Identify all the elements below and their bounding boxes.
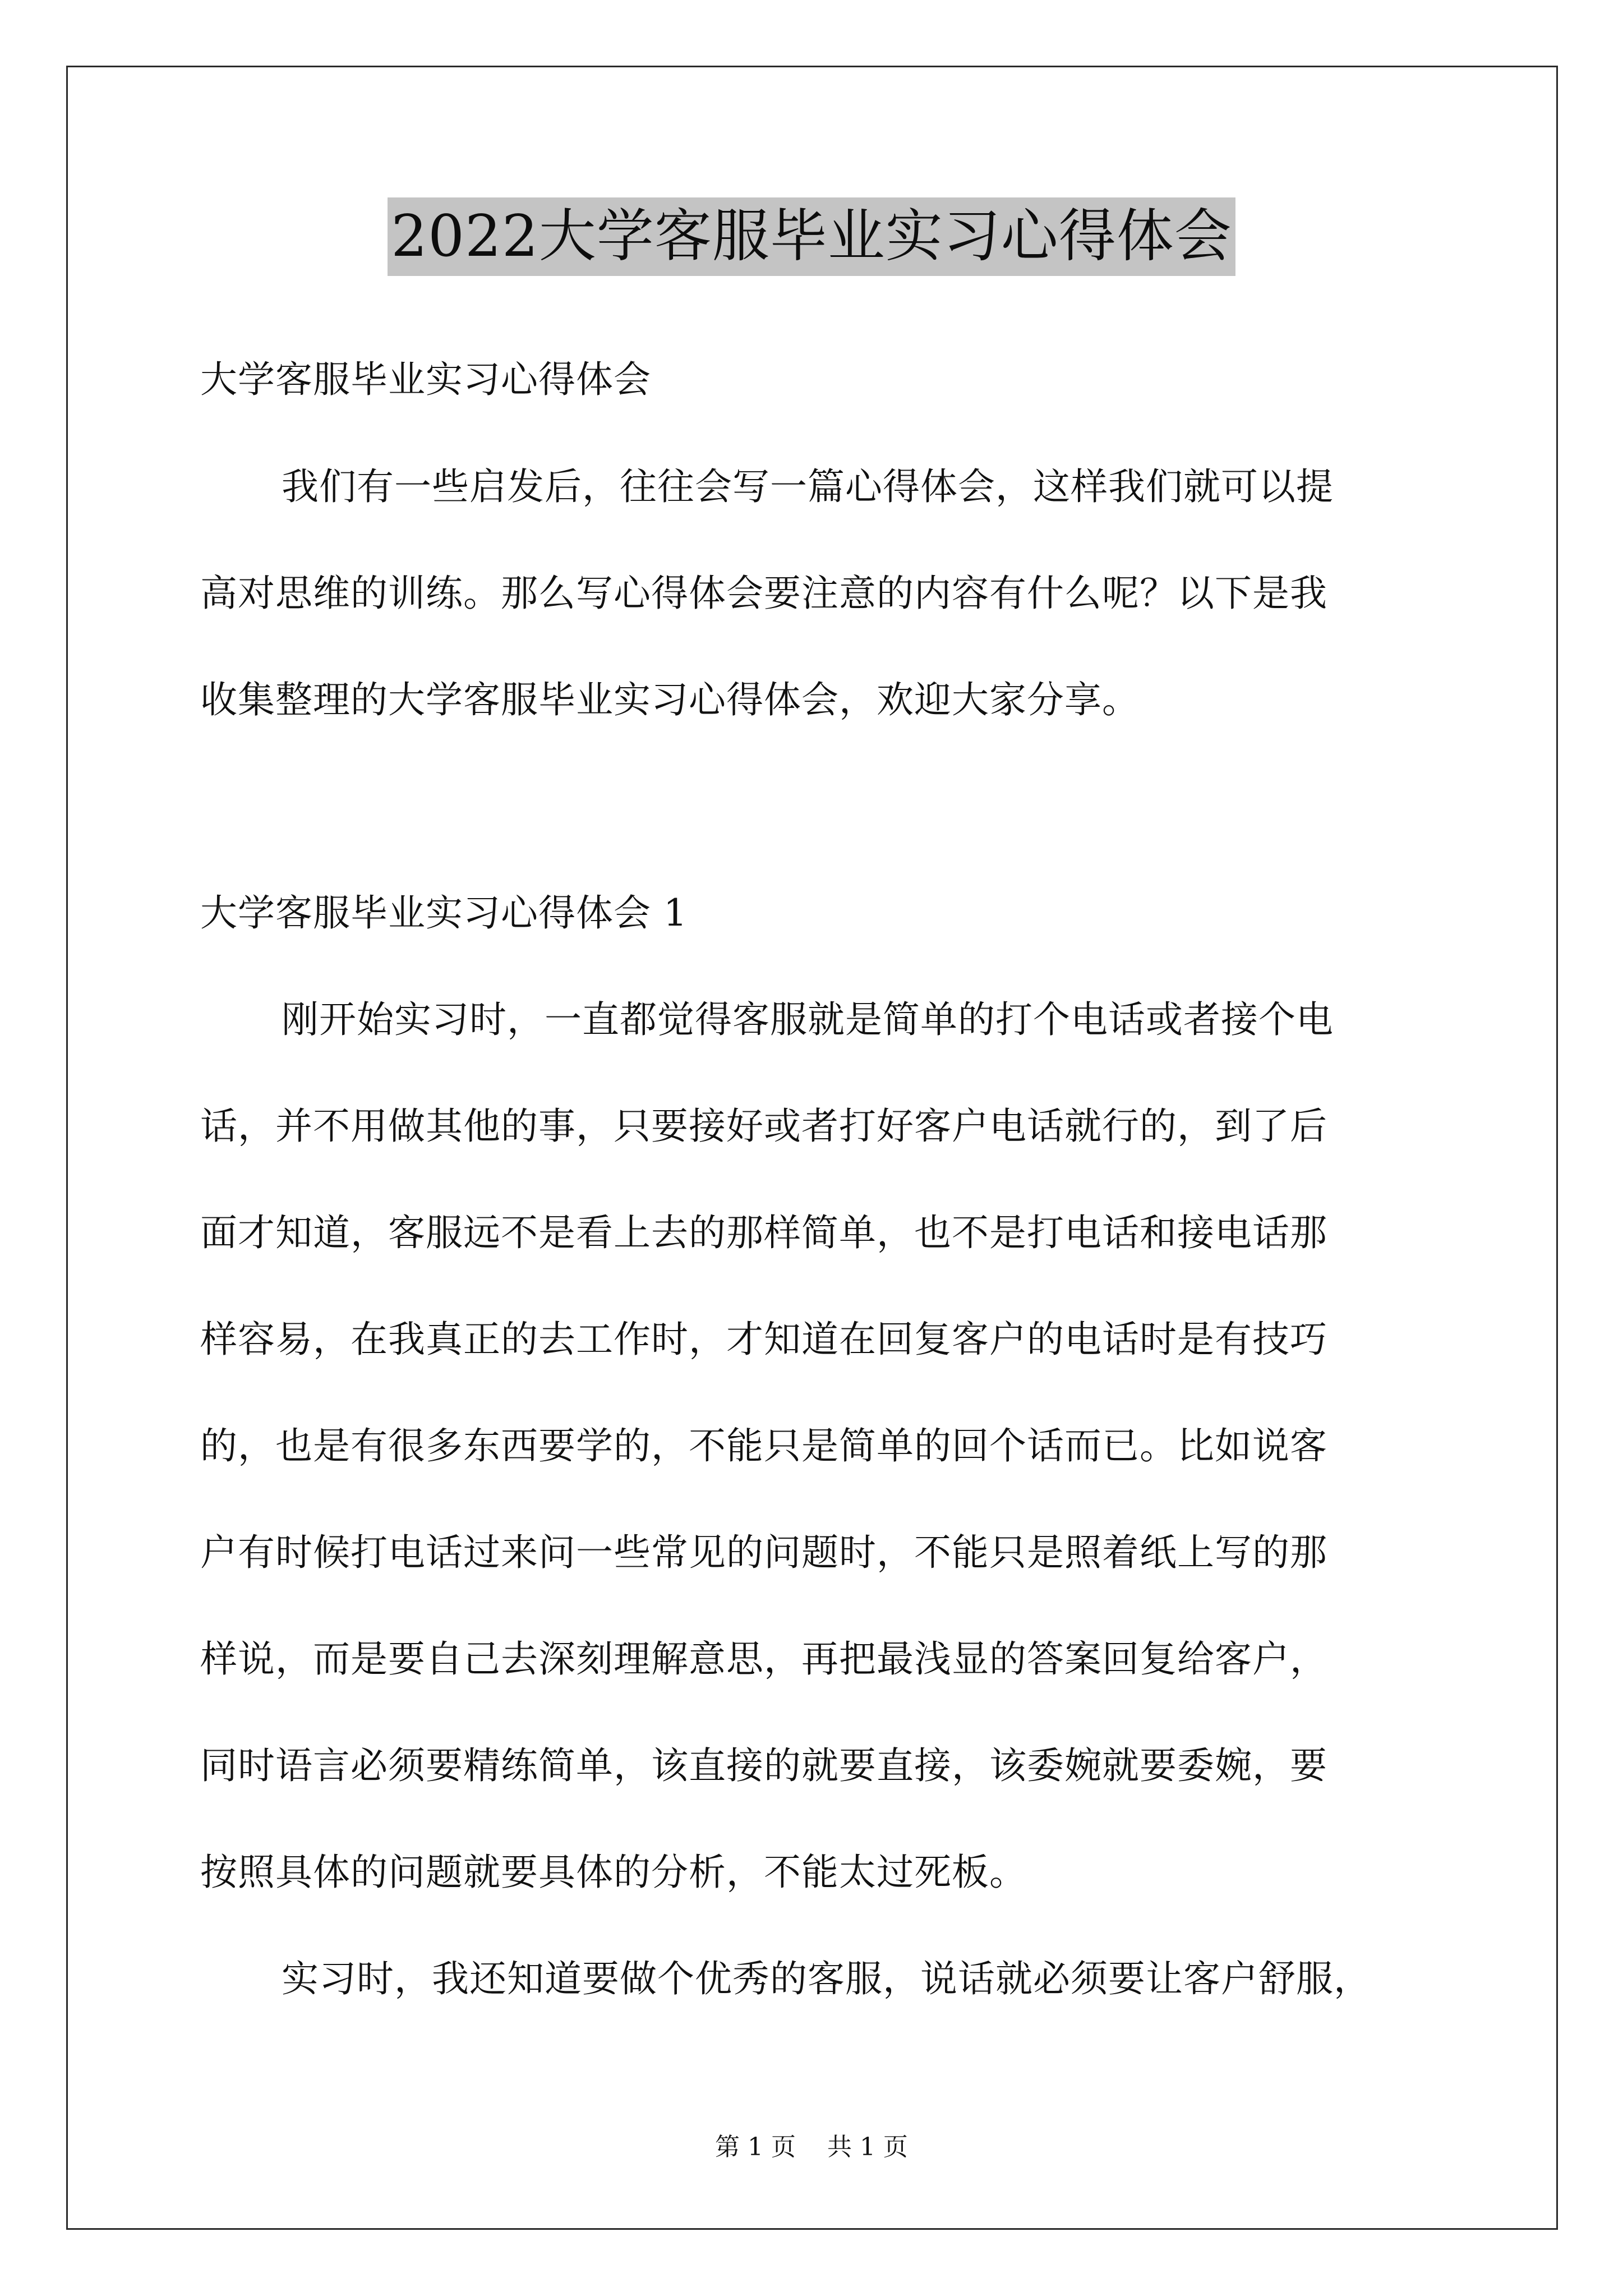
page-number: 第 1 页 — [715, 2133, 796, 2161]
document-subtitle: 大学客服毕业实习心得体会 — [200, 358, 651, 401]
page-total: 共 1 页 — [827, 2133, 908, 2161]
body-line-8: 同时语言必须要精练简单，该直接的就要直接，该委婉就要委婉，要 — [200, 1744, 1327, 1787]
intro-line-1: 我们有一些启发后，往往会写一篇心得体会，这样我们就可以提 — [282, 465, 1334, 508]
section-heading: 大学客服毕业实习心得体会 1 — [200, 891, 688, 935]
body-line-10: 实习时，我还知道要做个优秀的客服，说话就必须要让客户舒服， — [282, 1957, 1371, 2000]
body-line-1: 刚开始实习时，一直都觉得客服就是简单的打个电话或者接个电 — [282, 998, 1334, 1041]
body-line-2: 话，并不用做其他的事，只要接好或者打好客户电话就行的，到了后 — [200, 1105, 1327, 1148]
intro-line-3: 收集整理的大学客服毕业实习心得体会，欢迎大家分享。 — [200, 678, 1140, 721]
intro-line-2: 高对思维的训练。那么写心得体会要注意的内容有什么呢？以下是我 — [200, 572, 1327, 615]
page-footer — [0, 2131, 1623, 2164]
body-line-4: 样容易，在我真正的去工作时，才知道在回复客户的电话时是有技巧 — [200, 1318, 1327, 1361]
body-line-9: 按照具体的问题就要具体的分析，不能太过死板。 — [200, 1851, 1027, 1894]
title-container — [0, 197, 1623, 276]
body-line-7: 样说，而是要自己去深刻理解意思，再把最浅显的答案回复给客户， — [200, 1637, 1327, 1681]
body-line-3: 面才知道，客服远不是看上去的那样简单，也不是打电话和接电话那 — [200, 1211, 1327, 1254]
body-line-5: 的，也是有很多东西要学的，不能只是简单的回个话而已。比如说客 — [200, 1424, 1327, 1467]
body-line-6: 户有时候打电话过来问一些常见的问题时，不能只是照着纸上写的那 — [200, 1531, 1327, 1574]
document-title: 2022大学客服毕业实习心得体会 — [388, 197, 1235, 276]
